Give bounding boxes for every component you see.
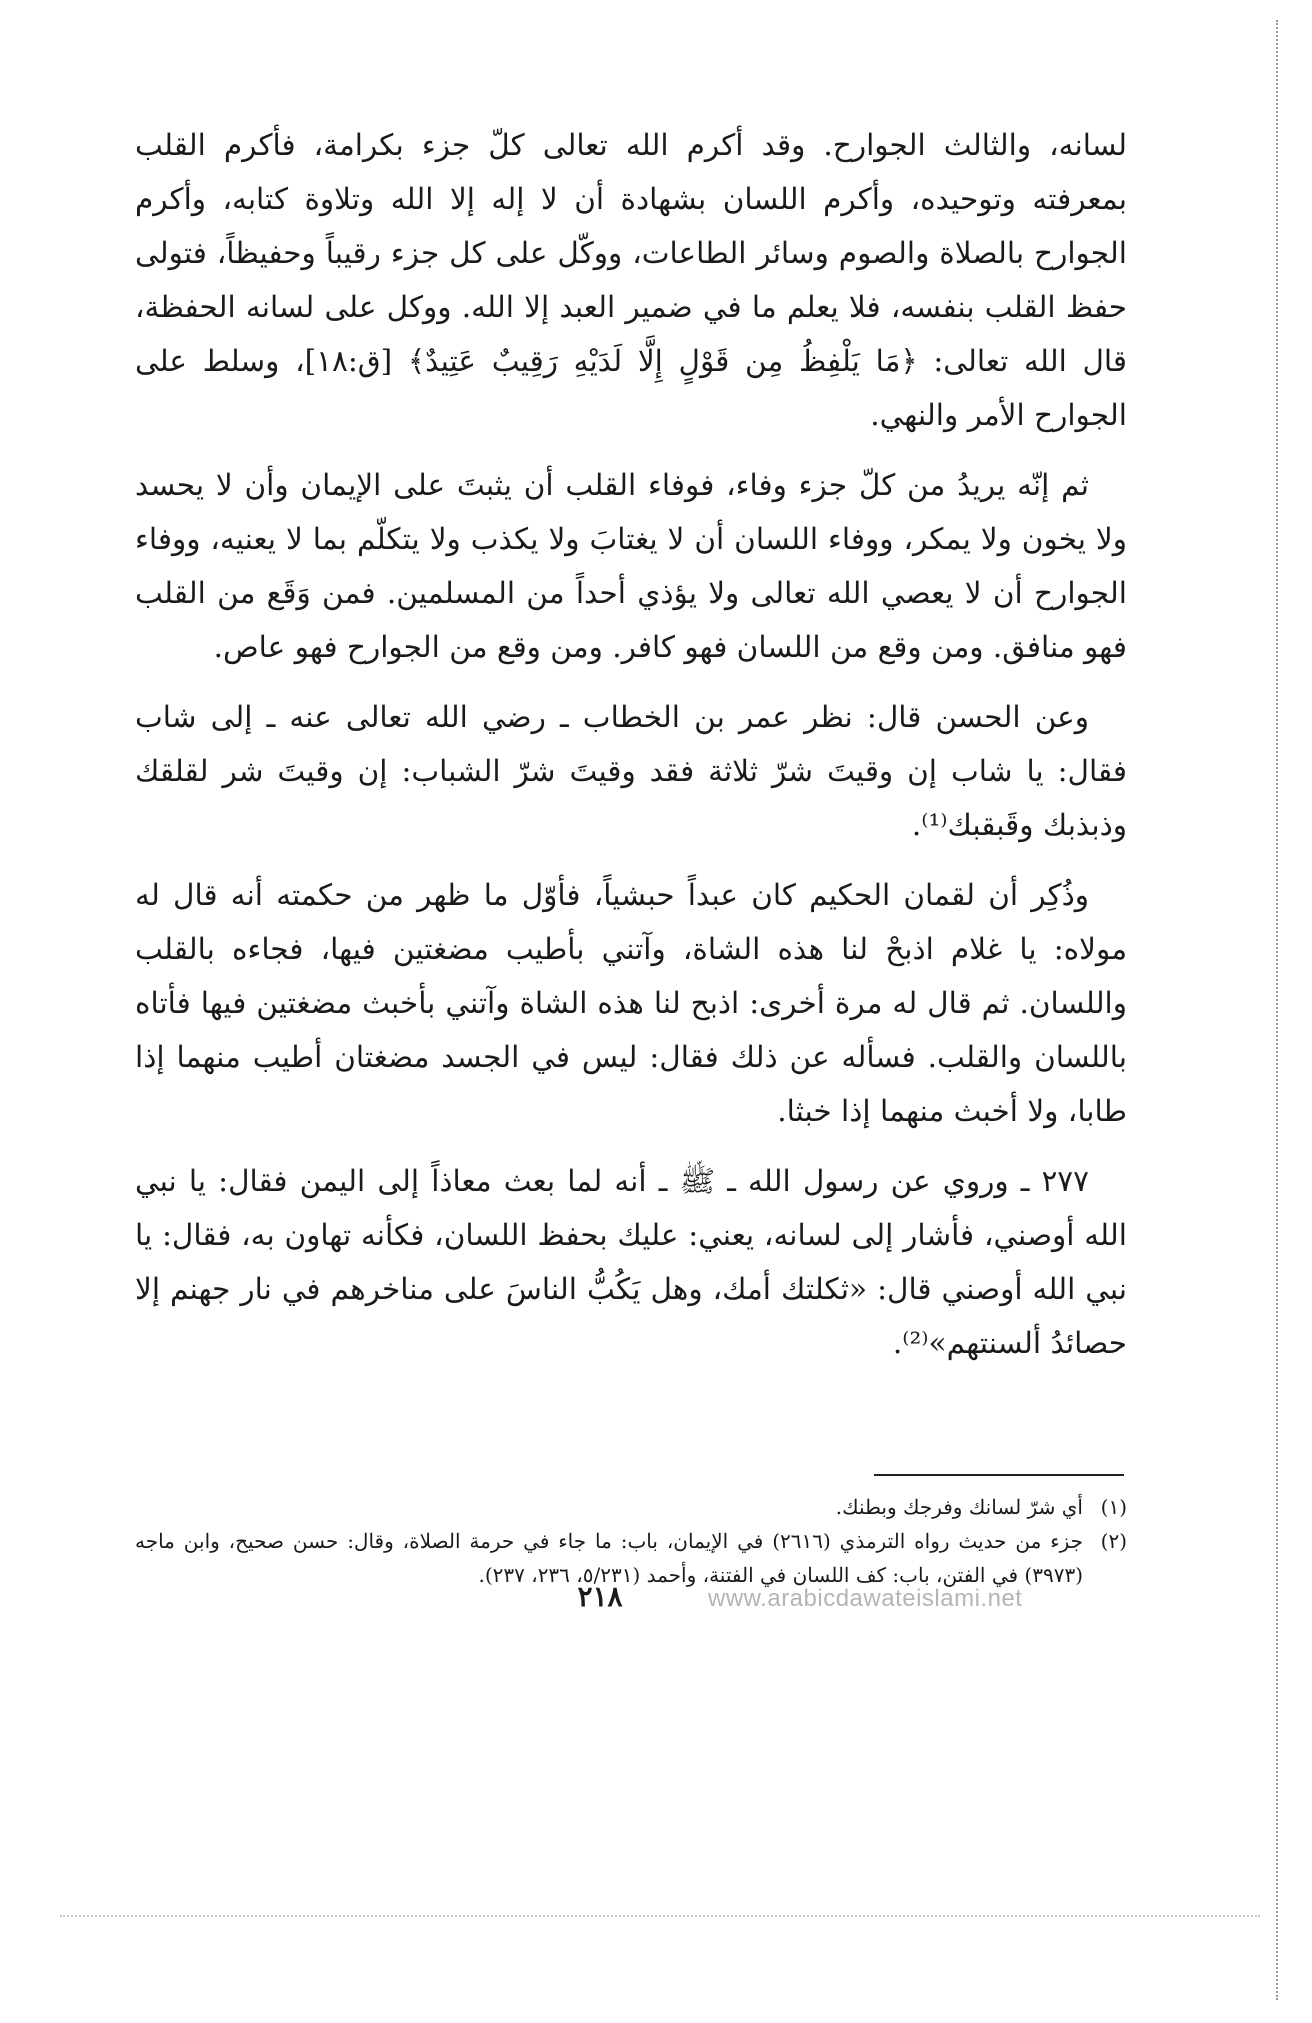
footnote-text: أي شرّ لسانك وفرجك وبطنك. <box>835 1495 1083 1519</box>
margin-dotted-line <box>1276 20 1278 2000</box>
footnote-number: (٢) <box>1100 1529 1127 1553</box>
footnote-1 <box>135 1490 1127 1524</box>
paragraph-3: وعن الحسن قال: نظر عمر بن الخطاب ـ رضي الله تعالى عنه ـ إلى شاب فقال: يا شاب إن وقيتَ شرّ ثلاثة فقد وقيتَ شرّ الشباب: إن وقيتَ شر لقلقك وذبذبك وقَبقبك⁽¹⁾. <box>135 700 1127 842</box>
footnote-separator <box>874 1474 1124 1476</box>
main-text <box>135 118 1127 1386</box>
scan-edge-dots <box>60 1915 1260 1917</box>
footnote-number: (١) <box>1100 1495 1127 1519</box>
page-number: ٢١٨ <box>577 1580 623 1613</box>
paragraph-5: ٢٧٧ ـ وروي عن رسول الله ـ ﷺ ـ أنه لما بعث معاذاً إلى اليمن فقال: يا نبي الله أوصني، فأشار إلى لسانه، يعني: عليك بحفظ اللسان، فكأنه تهاون به، فقال: يا نبي الله أوصني قال: «ثكلتك أمك، وهل يَكُبُّ الناسَ على مناخرهم في نار جهنم إلا حصائدُ ألسنتهم»⁽²⁾. <box>135 1164 1127 1360</box>
paragraph-1: لسانه، والثالث الجوارح. وقد أكرم الله تعالى كلّ جزء بكرامة، فأكرم القلب بمعرفته وتوحيده، وأكرم اللسان بشهادة أن لا إله إلا الله وتلاوة كتابه، وأكرم الجوارح بالصلاة والصوم وسائر الطاعات، ووكّل على كل جزء رقيباً وحفيظاً، فتولى حفظ القلب بنفسه، فلا يعلم ما في ضمير العبد إلا الله. ووكل على لسانه الحفظة، قال الله تعالى: ﴿مَا يَلْفِظُ مِن قَوْلٍ إِلَّا لَدَيْهِ رَقِيبٌ عَتِيدٌ﴾ [ق:١٨]، وسلط على الجوارح الأمر والنهي. <box>135 128 1127 432</box>
footnotes <box>135 1490 1127 1592</box>
footnote-text: جزء من حديث رواه الترمذي (٢٦١٦) في الإيمان، باب: ما جاء في حرمة الصلاة، وقال: حسن صحيح، وابن ماجه (٣٩٧٣) في الفتن، باب: كف اللسان في الفتنة، وأحمد (٥/٢٣١، ٢٣٦، ٢٣٧). <box>135 1529 1084 1587</box>
paragraph-4: وذُكِر أن لقمان الحكيم كان عبداً حبشياً، فأوّل ما ظهر من حكمته أنه قال له مولاه: يا غلام اذبحْ لنا هذه الشاة، وآتني بأطيب مضغتين فيها، فجاءه بالقلب واللسان. ثم قال له مرة أخرى: اذبح لنا هذه الشاة وآتني بأخبث مضغتين فيها فأتاه باللسان والقلب. فسأله عن ذلك فقال: ليس في الجسد مضغتان أطيب منهما إذا طابا، ولا أخبث منهما إذا خبثا. <box>135 878 1127 1128</box>
paragraph-2: ثم إنّه يريدُ من كلّ جزء وفاء، فوفاء القلب أن يثبتَ على الإيمان وأن لا يحسد ولا يخون ولا يمكر، ووفاء اللسان أن لا يغتابَ ولا يكذب ولا يتكلّم بما لا يعنيه، ووفاء الجوارح أن لا يعصي الله تعالى ولا يؤذي أحداً من المسلمين. فمن وَقَع من القلب فهو منافق. ومن وقع من اللسان فهو كافر. ومن وقع من الجوارح فهو عاص. <box>135 468 1127 664</box>
watermark: www.arabicdawateislami.net <box>708 1585 1023 1612</box>
